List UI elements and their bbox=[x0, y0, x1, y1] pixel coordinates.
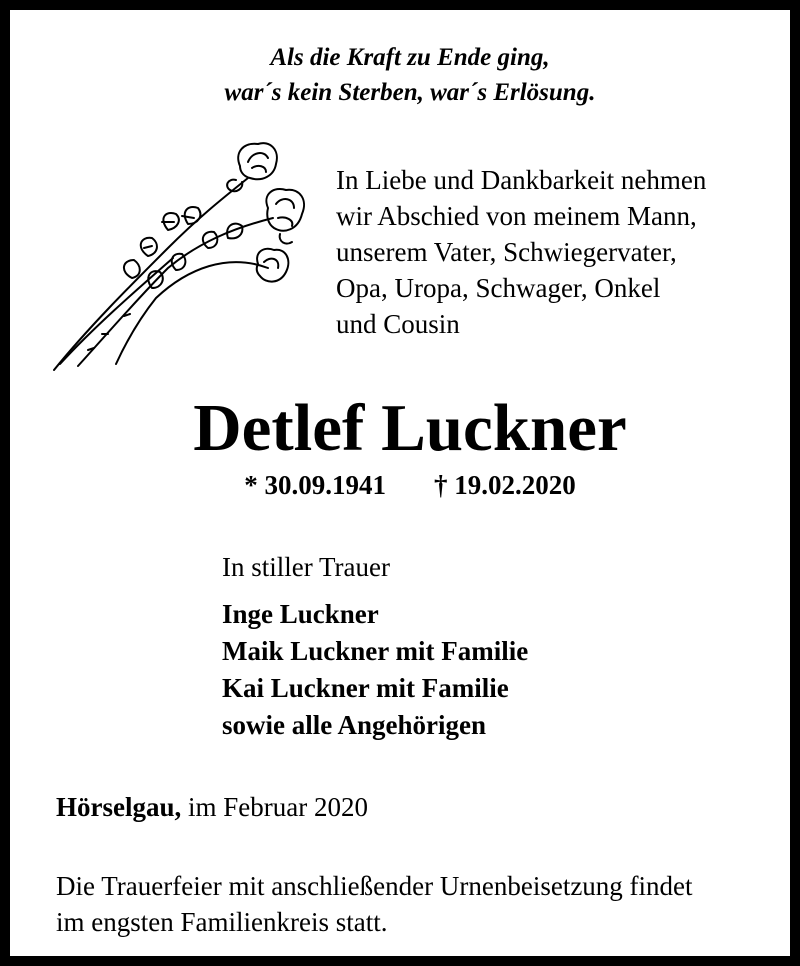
month-year: im Februar 2020 bbox=[181, 792, 368, 822]
intro-line: wir Abschied von meinem Mann, bbox=[336, 201, 697, 231]
intro-line: unserem Vater, Schwiegervater, bbox=[336, 237, 677, 267]
mourner: sowie alle Angehörigen bbox=[222, 710, 486, 740]
intro-line: und Cousin bbox=[336, 309, 460, 339]
mourning-label: In stiller Trauer bbox=[222, 552, 390, 582]
mourner: Kai Luckner mit Familie bbox=[222, 673, 509, 703]
birth-date: * 30.09.1941 bbox=[244, 470, 386, 500]
motto bbox=[10, 40, 800, 110]
life-dates bbox=[10, 468, 800, 502]
intro-line: In Liebe und Dankbarkeit nehmen bbox=[336, 165, 707, 195]
intro-text bbox=[336, 162, 706, 342]
deceased-name: Detlef Luckner bbox=[193, 391, 627, 465]
roses-drawing-icon bbox=[48, 138, 313, 378]
motto-line-2: war´s kein Sterben, war´s Erlösung. bbox=[224, 79, 596, 106]
mourner: Maik Luckner mit Familie bbox=[222, 636, 529, 666]
death-date: † 19.02.2020 bbox=[434, 470, 576, 500]
mourner: Inge Luckner bbox=[222, 599, 379, 629]
motto-line-1: Als die Kraft zu Ende ging, bbox=[270, 44, 550, 71]
funeral-line-2: im engsten Familienkreis statt. bbox=[56, 907, 388, 937]
town: Hörselgau, bbox=[56, 792, 182, 822]
funeral-notice bbox=[56, 868, 776, 940]
intro-line: Opa, Uropa, Schwager, Onkel bbox=[336, 273, 661, 303]
place-and-date bbox=[56, 790, 368, 824]
mourners-list bbox=[222, 596, 528, 744]
funeral-line-1: Die Trauerfeier mit anschließender Urnenbeisetzung findet bbox=[56, 871, 693, 901]
